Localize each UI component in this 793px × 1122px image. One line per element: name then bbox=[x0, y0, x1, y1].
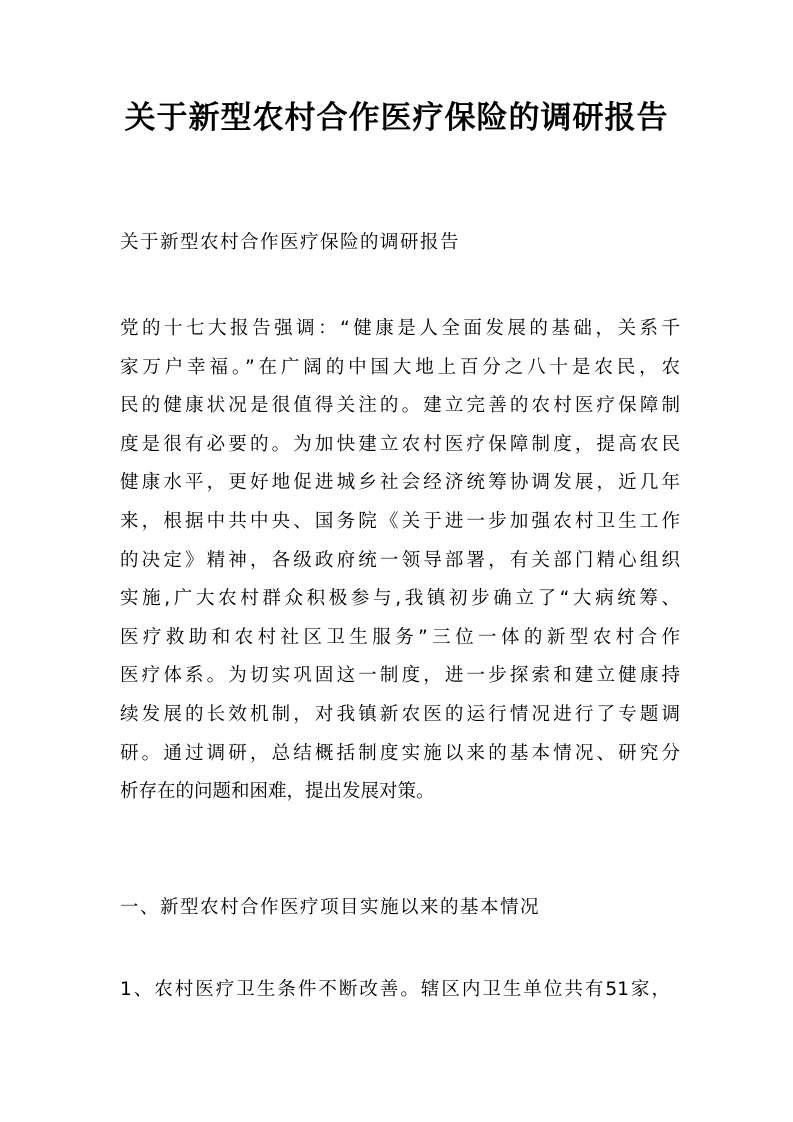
document-subtitle: 关于新型农村合作医疗保险的调研报告 bbox=[120, 232, 461, 253]
intro-line: 医疗救助和农村社区卫生服务”三位一体的新型农村合作 bbox=[120, 626, 680, 648]
intro-line: 研。通过调研，总结概括制度实施以来的基本情况、研究分 bbox=[120, 742, 680, 764]
intro-line: 续发展的长效机制，对我镇新农医的运行情况进行了专题调 bbox=[120, 703, 680, 725]
intro-line: 医疗体系。为切实巩固这一制度，进一步探索和建立健康持 bbox=[120, 665, 680, 687]
intro-line: 度是很有必要的。为加快建立农村医疗保障制度，提高农民 bbox=[120, 433, 680, 455]
intro-line: 民的健康状况是很值得关注的。建立完善的农村医疗保障制 bbox=[120, 395, 680, 417]
intro-line: 实施,广大农村群众积极参与,我镇初步确立了“大病统筹、 bbox=[120, 588, 680, 610]
intro-paragraph bbox=[120, 310, 680, 812]
document-title: 关于新型农村合作医疗保险的调研报告 bbox=[124, 100, 669, 136]
intro-line: 健康水平，更好地促进城乡社会经济统筹协调发展，近几年 bbox=[120, 472, 680, 494]
intro-line: 析存在的问题和困难，提出发展对策。 bbox=[120, 781, 435, 803]
intro-line: 来，根据中共中央、国务院《关于进一步加强农村卫生工作 bbox=[120, 510, 680, 532]
section-item-text: 1、农村医疗卫生条件不断改善。辖区内卫生单位共有51家， bbox=[120, 979, 670, 1000]
intro-line: 家万户幸福。”在广阔的中国大地上百分之八十是农民，农 bbox=[120, 356, 680, 378]
section-heading: 一、新型农村合作医疗项目实施以来的基本情况 bbox=[120, 897, 541, 918]
intro-line: 的决定》精神，各级政府统一领导部署，有关部门精心组织 bbox=[120, 549, 680, 571]
intro-line: 党的十七大报告强调：“健康是人全面发展的基础，关系千 bbox=[120, 318, 680, 339]
